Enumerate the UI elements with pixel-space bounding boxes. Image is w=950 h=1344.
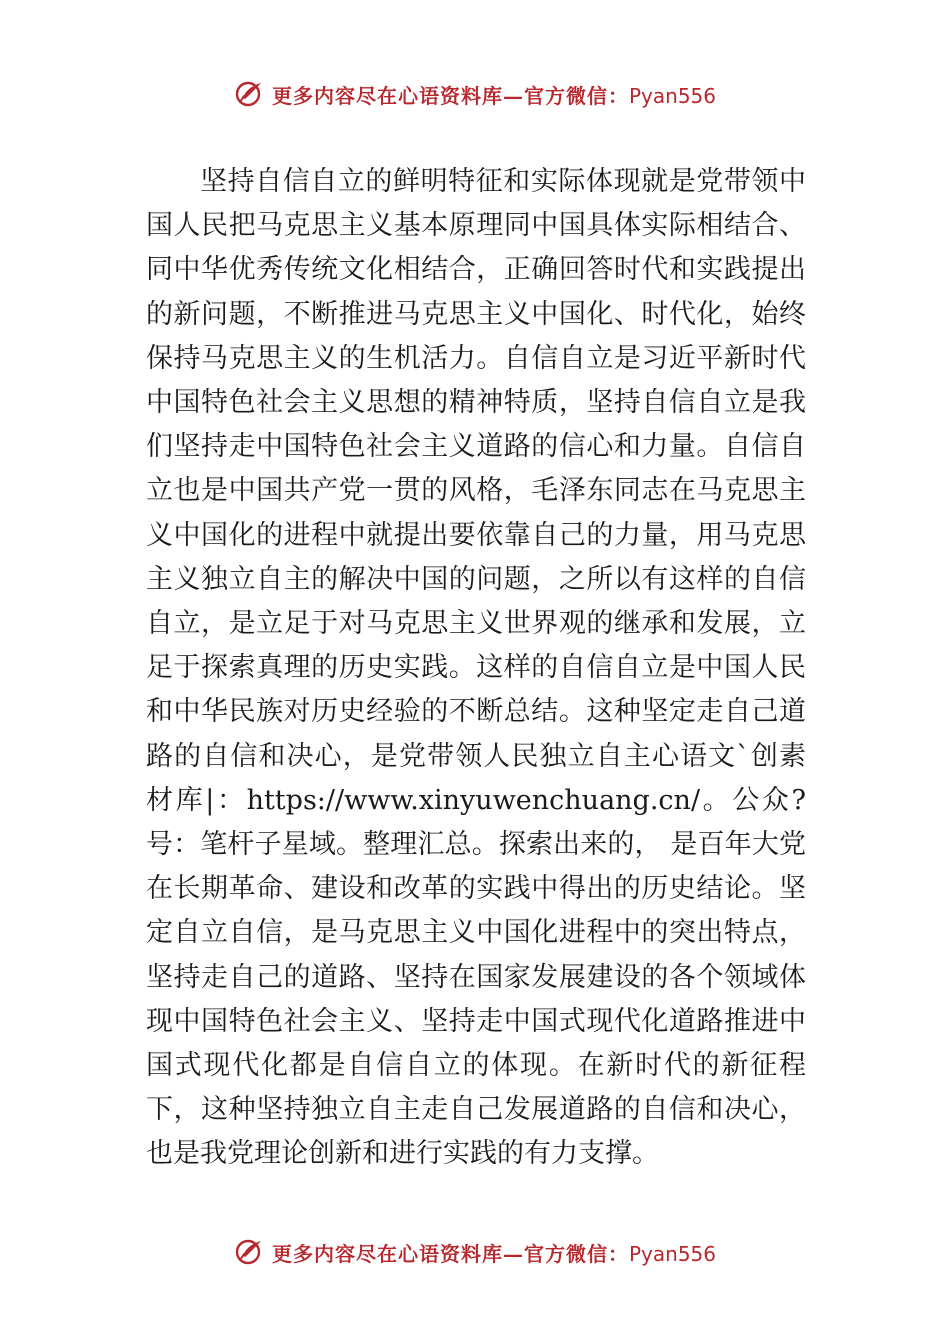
body-paragraph: 坚持自信自立的鲜明特征和实际体现就是党带领中国人民把马克思主义基本原理同中国具体实际相结合、同中华优秀传统文化相结合，正确回答时代和实践提出的新问题，不断推进马克思主义中国化、时代化，始终保持马克思主义的生机活力。自信自立是习近平新时代中国特色社会主义思想的精神特质，坚持自信自立是我们坚持走中国特色社会主义道路的信心和力量。自信自立也是中国共产党一贯的风格，毛泽东同志在马克思主义中国化的进程中就提出要依靠自己的力量，用马克思主义独立自主的解决中国的问题，之所以有这样的自信自立，是立足于对马克思主义世界观的继承和发展，立足于探索真理的历史实践。这样的自信自立是中国人民和中华民族对历史经验的不断总结。这种坚定走自己道路的自信和决心，是党带领人民独立自主心语文`创素材库|：https://www.xinyuwenchuang.cn/。公众?号：笔杆子星域。整理汇总。探索出来的， 是百年大党在长期革命、建设和改革的实践中得出的历史结论。坚定自立自信，是马克思主义中国化进程中的突出特点，坚持走自己的道路、坚持在国家发展建设的各个领域体现中国特色社会主义、坚持走中国式现代化道路推进中国式现代化都是自信自立的体现。在新时代的新征程下，这种坚持独立自主走自己发展道路的自信和决心，也是我党理论创新和进行实践的有力支撑。 xyxy=(146,166,806,1170)
header-wechat-id: Pyan556 xyxy=(628,83,716,108)
header-banner-text: 更多内容尽在心语资料库—官方微信：Pyan556 xyxy=(271,83,716,108)
footer-banner-text: 更多内容尽在心语资料库—官方微信：Pyan556 xyxy=(271,1241,716,1266)
heart-feather-logo-icon xyxy=(234,79,264,109)
heart-feather-logo-icon xyxy=(234,1237,264,1267)
header-banner xyxy=(0,70,950,118)
footer-banner xyxy=(0,1228,950,1276)
footer-wechat-id: Pyan556 xyxy=(628,1241,716,1266)
